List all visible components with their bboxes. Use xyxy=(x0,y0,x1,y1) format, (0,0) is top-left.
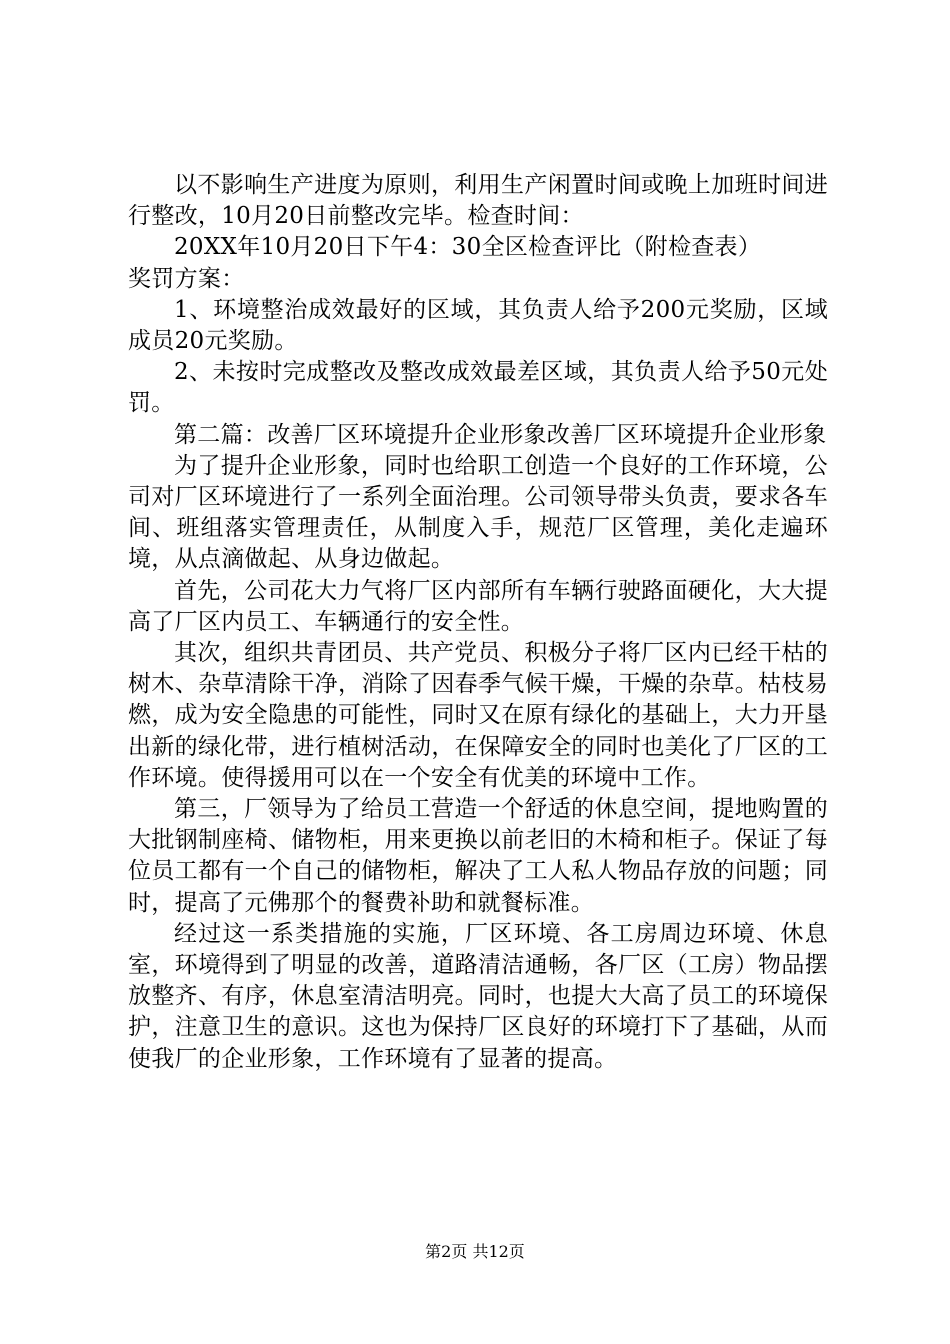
paragraph-second-measure: 其次，组织共青团员、共产党员、积极分子将厂区内已经干枯的树木、杂草清除干净，消除了因春季气候干燥，干燥的杂草。枯枝易燃，成为安全隐患的可能性，同时又在原有绿化的基础上，大力开垦出新的绿化带，进行植树活动，在保障安全的同时也美化了厂区的工作环境。使得援用可以在一个安全有优美的环境中工作。 xyxy=(128,640,828,791)
paragraph-third-measure: 第三，厂领导为了给员工营造一个舒适的休息空间，提地购置的大批钢制座椅、储物柜，用来更换以前老旧的木椅和柜子。保证了每位员工都有一个自己的储物柜，解决了工人私人物品存放的问题；同时，提高了元佛那个的餐费补助和就餐标准。 xyxy=(128,796,828,916)
paragraph-rectification-schedule: 以不影响生产进度为原则，利用生产闲置时间或晚上加班时间进行整改，10月20日前整改完毕。检查时间： xyxy=(128,172,828,230)
paragraph-intro: 为了提升企业形象，同时也给职工创造一个良好的工作环境，公司对厂区环境进行了一系列全面治理。公司领导带头负责，要求各车间、班组落实管理责任，从制度入手，规范厂区管理，美化走遍环境，从点滴做起、从身边做起。 xyxy=(128,452,828,573)
paragraph-inspection-date: 20XX年10月20日下午4：30全区检查评比（附检查表） xyxy=(174,234,762,261)
page-footer xyxy=(0,1242,950,1262)
paragraph-penalty-item-2: 2、未按时完成整改及整改成效最差区域，其负责人给予50元处罚。 xyxy=(128,359,828,417)
paragraph-reward-plan-heading: 奖罚方案： xyxy=(128,265,245,292)
paragraph-conclusion: 经过这一系类措施的实施，厂区环境、各工房周边环境、休息室，环境得到了明显的改善，道路清洁通畅，各厂区（工房）物品摆放整齐、有序，休息室清洁明亮。同时，也提大大高了员工的环境保护，注意卫生的意识。这也为保持厂区良好的环境打下了基础，从而使我厂的企业形象，工作环境有了显著的提高。 xyxy=(128,920,828,1072)
document-body xyxy=(128,170,828,1075)
paragraph-chapter-two-title: 第二篇：改善厂区环境提升企业形象改善厂区环境提升企业形象 xyxy=(174,421,827,448)
paragraph-reward-item-1: 1、环境整治成效最好的区域，其负责人给予200元奖励，区域成员20元奖励。 xyxy=(128,296,828,355)
paragraph-first-measure: 首先，公司花大力气将厂区内部所有车辆行驶路面硬化，大大提高了厂区内员工、车辆通行的安全性。 xyxy=(128,577,828,635)
page-number-label: 第2页 共12页 xyxy=(425,1242,525,1261)
